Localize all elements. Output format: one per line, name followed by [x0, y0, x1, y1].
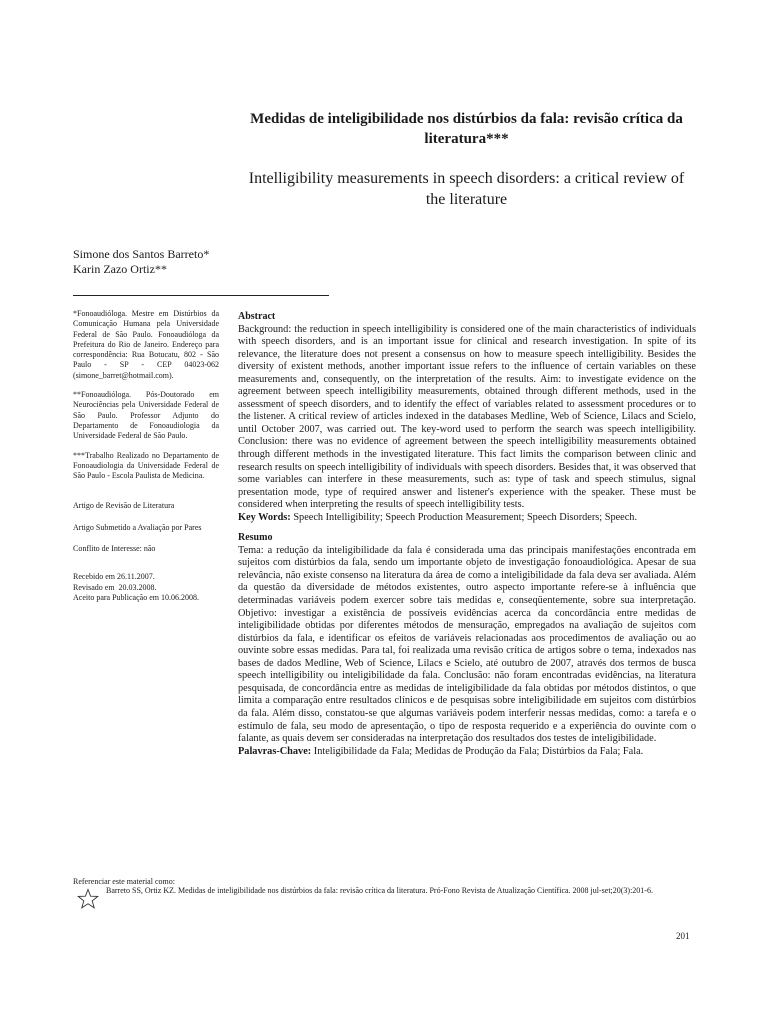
author-1: Simone dos Santos Barreto*	[73, 247, 210, 261]
author-list	[73, 247, 333, 277]
abstract-heading: Abstract	[238, 311, 276, 322]
title-english: Intelligibility measurements in speech disorders: a critical review of the literature	[248, 170, 685, 208]
keywords-label: Key Words:	[238, 511, 291, 523]
author-divider	[73, 295, 329, 296]
publication-dates	[73, 572, 219, 603]
date-revised: Revisado em 20.03.2008.	[73, 582, 157, 592]
resumo-heading: Resumo	[238, 532, 273, 544]
affiliation-3: ***Trabalho Realizado no Departamento de Fonoaudiologia da Universidade Federal de São Paulo - Escola Paulista de Medicina.	[73, 450, 219, 481]
title-portuguese: Medidas de inteligibilidade nos distúrbios da fala: revisão crítica da literatura***	[250, 111, 683, 147]
date-received: Recebido em 26.11.2007.	[73, 572, 155, 582]
peer-review-note: Artigo Submetido a Avaliação por Pares	[73, 522, 202, 532]
resumo-body: Tema: a redução da inteligibilidade da fala é considerada uma das principais manifestações encontrada em sujeitos com distúrbios da fala, sendo um importante objeto de investigação fonoaudiológica. Apesar de sua relevância, não existe consenso na literatura da área de como a inteligibilidade da fala deva ser avaliada. Além da questão da diversidade de métodos existentes, outro aspecto importante refere-se à influência que determinadas variáveis podem exercer sobre tais medidas e, conseqüentemente, sobre sua interpretação. Objetivo: investigar a existência de possíveis evidências acerca da concordância entre medidas de inteligibilidade obtidas por diferentes métodos de mensuração, empregados na avaliação de sujeitos com distúrbios da fala, e identificar os efeitos de variáveis relacionadas aos procedimentos de avaliação ou ao ouvinte sobre essas medidas. Para tal, foi realizada uma revisão crítica de artigos sobre o tema, indexados nas bases de dados Medline, Web of Science, Lilacs e Scielo, até outubro de 2007, através dos termos de busca speech intelligibility ou inteligibilidade da fala. Conclusão: não foram encontradas evidências, na literatura pesquisada, de concordância entre as medidas de inteligibilidade da fala obtidas por métodos distintos, o que limita a comparação entre resultados clínicos e de pesquisas sobre inteligibilidade em sujeitos com distúrbios da fala. Além disso, constatou-se que algumas variáveis podem interferir nessas medidas, como: a tarefa e o estímulo de fala, seu modo de apresentação, o tipo de resposta requerido e a experiência do ouvinte com o falante, as quais devem ser consideradas na interpretação dos resultados dos testes de inteligibilidade.	[238, 544, 696, 745]
affiliation-2: **Fonoaudióloga. Pós-Doutorado em Neurociências pela Universidade Federal de São Paulo. Professor Adjunto do Departamento de Fonoaudiologia da Universidade Federal de São Paulo.	[73, 390, 219, 441]
date-accepted: Aceito para Publicação em 10.06.2008.	[73, 592, 199, 602]
abstract-keywords	[238, 512, 696, 525]
reference-label: Referenciar este material como:	[73, 877, 175, 886]
palavras-chave-label: Palavras-Chave:	[238, 745, 312, 757]
reference-citation: Barreto SS, Ortiz KZ. Medidas de inteligibilidade nos distúrbios da fala: revisão crítica da literatura. Pró-Fono Revista de Atualização Científica. 2008 jul-set;20(3):201-6.	[106, 886, 653, 895]
conflict-of-interest: Conflito de Interesse: não	[73, 544, 156, 554]
sidebar-notes	[73, 309, 219, 603]
abstract-body: Background: the reduction in speech intelligibility is considered one of the main characteristics of individuals with speech disorders, and is an important issue for clinical and research investigation. In spite of its relevance, the literature does not present a consensus on how to measure speech intelligibility. Besides the diversity of existent methods, another important issue refers to the influence of certain variables on these measurements and, consequently, on the interpretation of the results. Aim: to investigate evidence on the agreement between speech intelligibility measurements, obtained through different methods, used in the assessment of speech disorders, and to identify the effect of variables related to assessment procedures or to the listener. A critical review of articles indexed in the databases Medline, Web of Science, Lilacs and Scielo, until October 2007, was carried out. The key-word used to perform the search was speech intelligibility. Conclusion: there was no evidence of agreement between the speech intelligibility measurements obtained through different methods in the investigated literature. This fact limits the comparison between clinic and research results on speech intelligibility of individuals with speech disorders. Besides that, it was observed that some variables can interfere in these measurements, such as: type of task and speech stimulus, signal presentation mode, type of required answer and listener's experience with the speaker. These must be considered when interpreting the results of speech intelligibility tests.	[238, 323, 696, 511]
article-type: Artigo de Revisão de Literatura	[73, 501, 175, 511]
page-number: 201	[676, 931, 690, 941]
star-outline-icon	[77, 888, 99, 910]
resumo-keywords	[238, 746, 696, 759]
keywords-text: Speech Intelligibility; Speech Production Measurement; Speech Disorders; Speech.	[293, 511, 638, 523]
palavras-chave-text: Inteligibilidade da Fala; Medidas de Produção da Fala; Distúrbios da Fala; Fala.	[313, 745, 644, 757]
author-2: Karin Zazo Ortiz**	[73, 262, 167, 276]
main-column	[238, 311, 696, 758]
affiliation-1: *Fonoaudióloga. Mestre em Distúrbios da Comunicação Humana pela Universidade Federal de São Paulo. Fonoaudióloga da Prefeitura do Rio de Janeiro. Endereço para correspondência: Rua Botucatu, 802 - São Paulo - SP - CEP 04023-062 (simone_barret@hotmail.com).	[73, 309, 219, 380]
